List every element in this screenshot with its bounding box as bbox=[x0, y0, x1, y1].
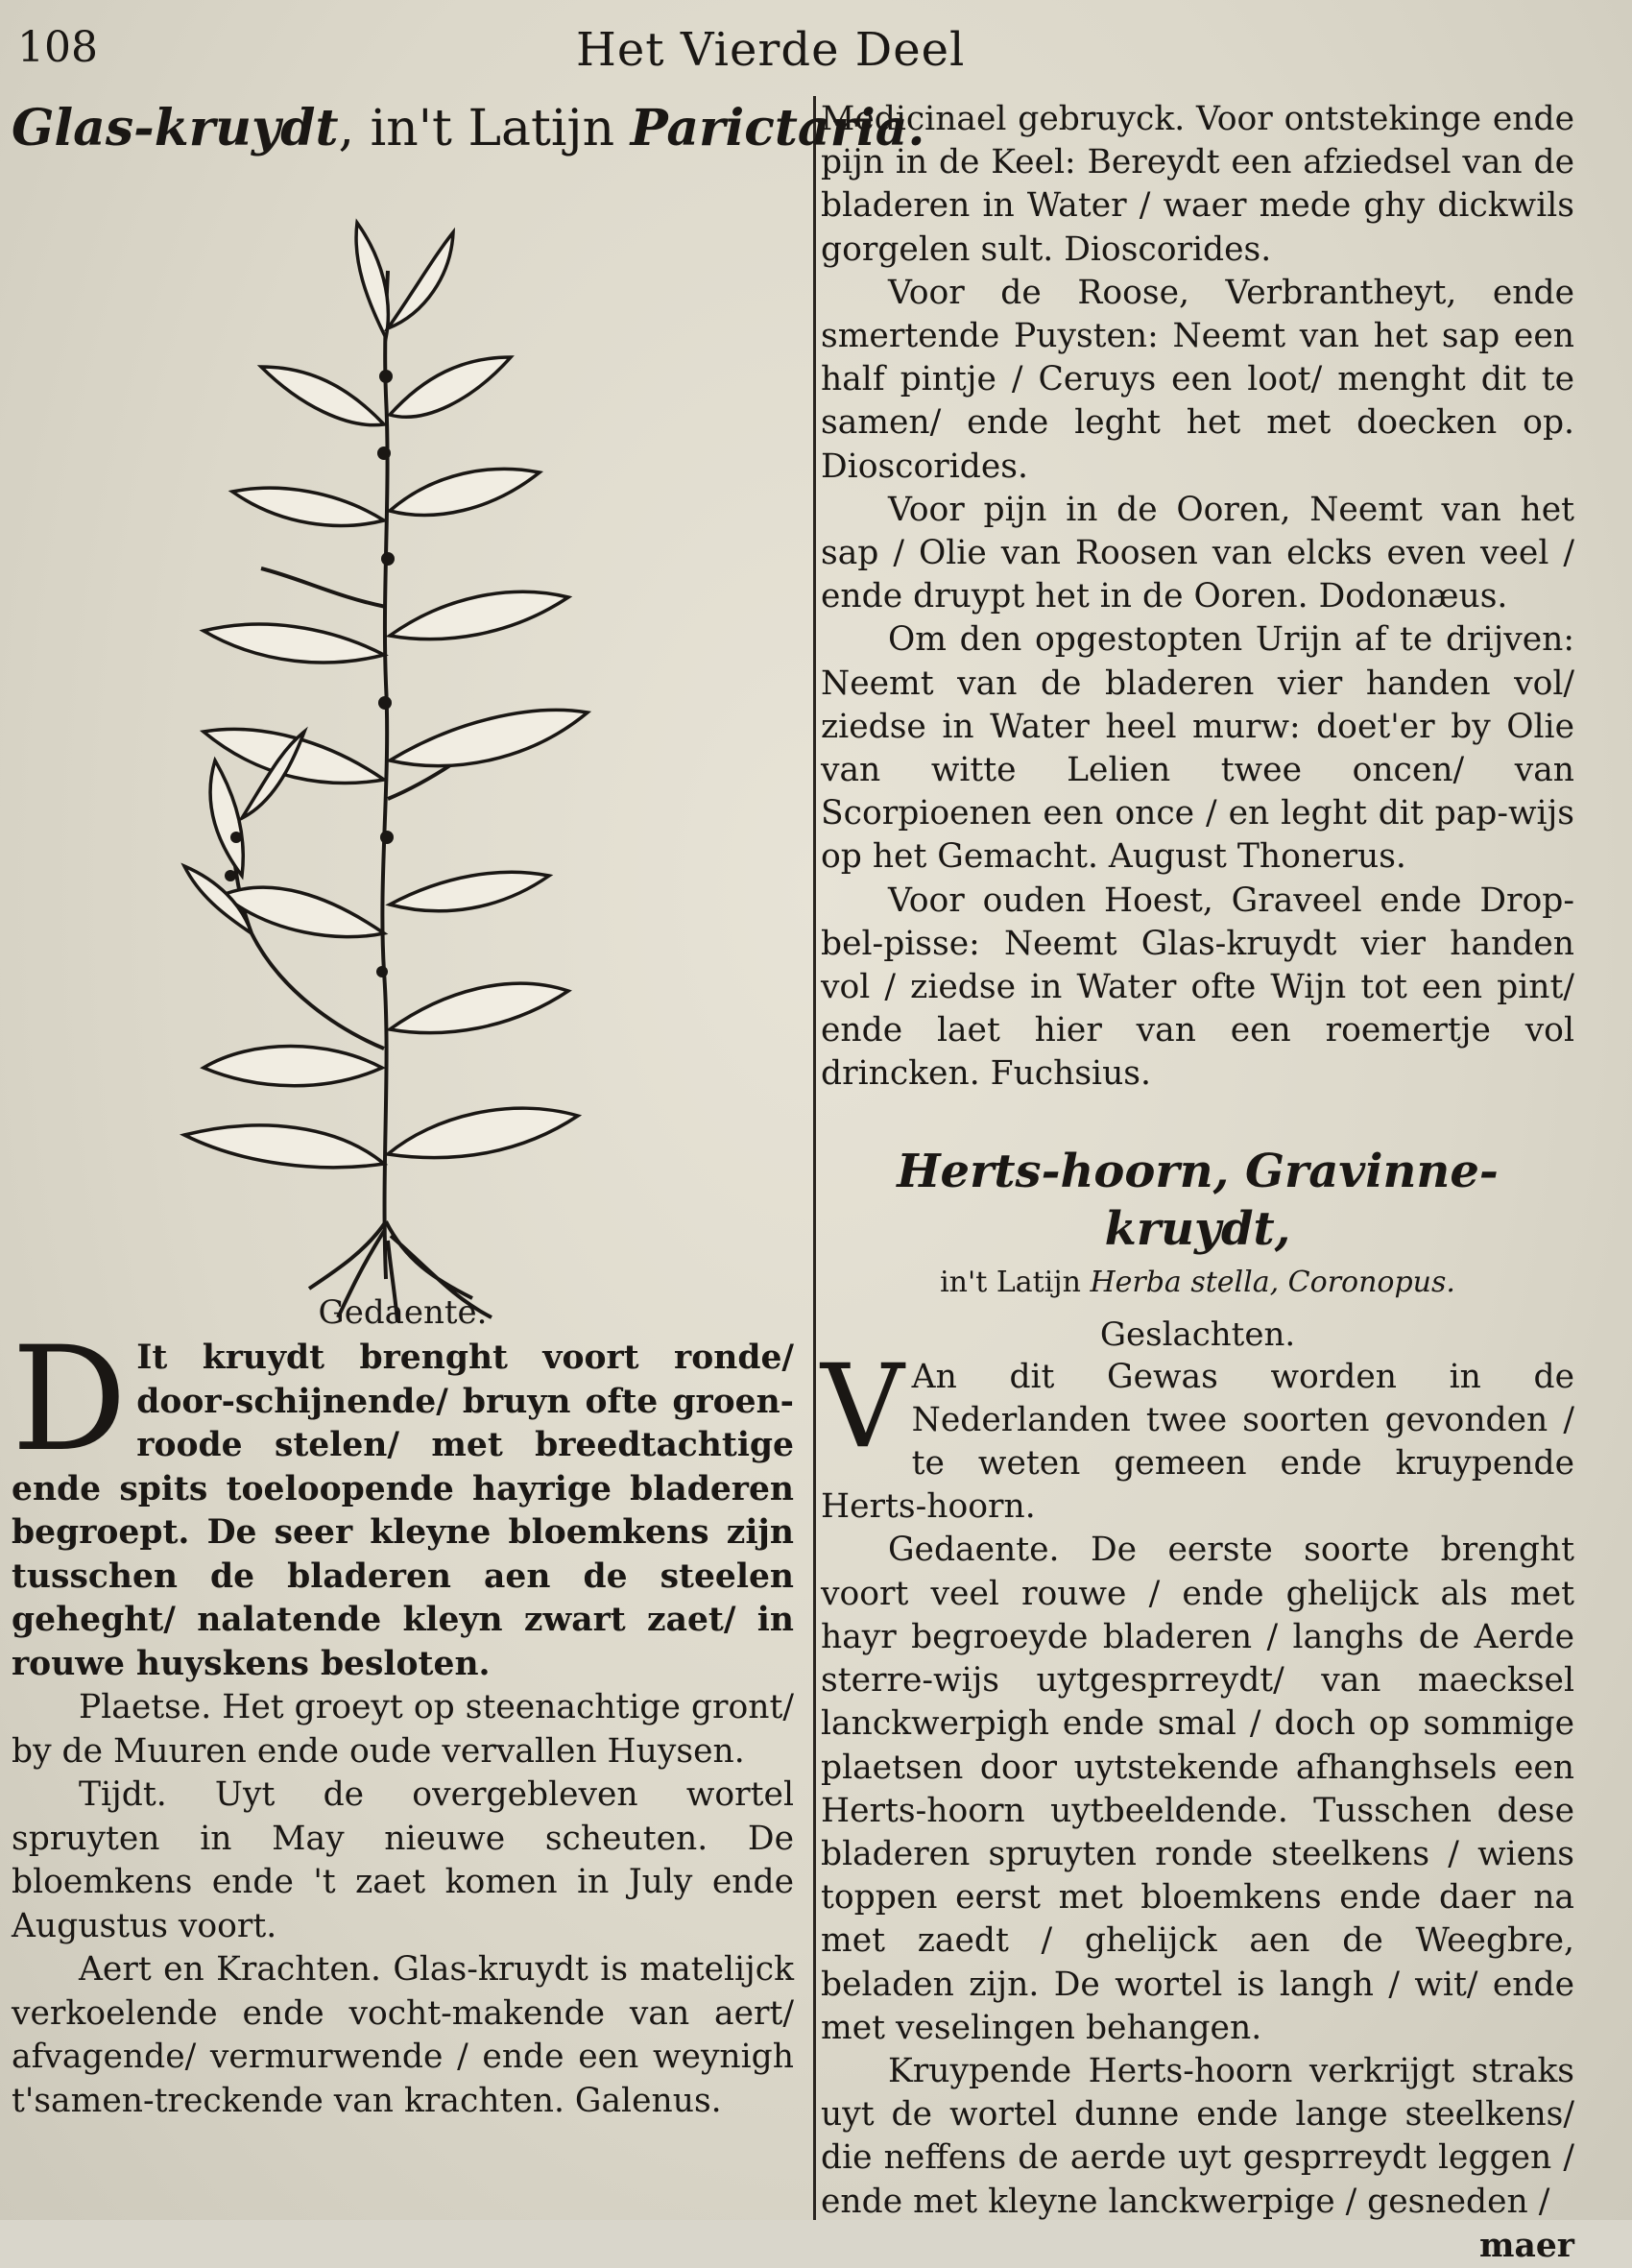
paragraph-kruypende: Kruypende Herts-hoorn verkrijgt straks uyt de wortel dunne ende lange steelkens/ die neffens de aerde uyt gesprreydt leggen / ende met kleyne lanckwerpige / gesneden / bbox=[821, 2051, 1574, 2221]
paragraph-gewas: V An dit Gewas worden in de Nederlanden twee soorten gevonden / te weten gemeen ende kruypende Herts-hoorn. bbox=[821, 1339, 1574, 1527]
section-latin-name: in't Latijn Herba stella, Coronopus. bbox=[940, 1265, 1455, 1299]
paragraph-medicinael: Medicinael gebruyck. Voor ontstekinge ende pijn in de Keel: Bereydt een afziedsel van de bladeren in Water / waer mede ghy dickwils gorgelen sult. Dioscorides. bbox=[821, 100, 1574, 269]
paragraph-hoest: Voor ouden Hoest, Graveel ende Drop-bel-pisse: Neemt Glas-kruydt vier handen vol / ziedse in Water ofte Wijn tot een pint/ ende laet hier van een roemertje vol drincken. Fuchsius. bbox=[821, 881, 1574, 1094]
title-italic-2: Parictaria. bbox=[630, 99, 925, 157]
plant-woodcut-illustration bbox=[146, 204, 626, 1327]
page-number: 108 bbox=[17, 23, 98, 72]
drop-cap-d: D bbox=[12, 1316, 128, 1484]
paragraph-tijdt: Tijdt. Uyt de overgebleven wortel spruyten in May nieuwe scheuten. De bloemkens ende 't zaet komen in July ende Augustus voort. bbox=[12, 1775, 794, 1945]
section-title-herts-hoorn: Herts-hoorn, Gravinne-kruydt, bbox=[897, 1144, 1499, 1256]
paragraph-plaetse: Plaetse. Het groeyt op steenachtige gront/ by de Muuren ende oude vervallen Huysen. bbox=[12, 1688, 794, 1771]
title-italic-1: Glas-kruydt bbox=[12, 99, 339, 157]
right-column bbox=[821, 98, 1574, 2268]
catchword: maer bbox=[1479, 2226, 1574, 2265]
running-head: Het Vierde Deel bbox=[576, 23, 966, 77]
woodcut-svg bbox=[146, 204, 626, 1327]
paragraph-urijn: Om den opgestopten Urijn af te drijven: Neemt van de bladeren vier handen vol/ ziedse in Water heel murw: doet'er by Olie van witte Lelien twee oncen/ van Scorpioenen een once / en leght dit pap-wijs op het Gemacht. August Thonerus. bbox=[821, 620, 1574, 877]
paragraph-roose: Voor de Roose, Verbrantheyt, ende smertende Puysten: Neemt van het sap een half pintje / Ceruys een loot/ menght dit te samen/ ende leght het met doecken op. Dioscorides. bbox=[821, 273, 1574, 486]
paragraph-description: D It kruydt brenght voort ronde/ door-schijnende/ bruyn ofte groen-roode stelen/ met breedtachtige ende spits toeloopende hayrige bladeren begroept. De seer kleyne bloemkens zijn tusschen de bladeren aen de steelen geheght/ nalatende kleyn zwart zaet/ in rouwe huyskens besloten. bbox=[12, 1316, 794, 1683]
section-caption-gedaente: Gedaente. bbox=[318, 1293, 488, 1332]
paragraph-aert-en-krachten: Aert en Krachten. Glas-kruydt is matelijck verkoelende ende vocht-makende van aert/ afvagende/ vermurwende / ende een weynigh t'samen-treckende van krachten. Galenus. bbox=[12, 1950, 794, 2120]
page-header bbox=[0, 13, 1632, 81]
left-column bbox=[12, 98, 925, 2120]
paragraph-gedaente-herts: Gedaente. De eerste soorte brenght voort veel rouwe / ende ghelijck als met hayr begroeyde bladeren / langhs de Aerde sterre-wijs uytgesprreydt/ van maecksel lanckwerpigh ende smal / doch op sommige plaetsen door uytstekende afhanghsels een Herts-hoorn uytbeeldende. Tusschen dese bladeren spruyten ronde steelkens / wiens toppen eerst met bloemkens ende daer na met zaedt / ghelijck aen de Weegbre, beladen zijn. De wortel is langh / wit/ ende met veselingen behangen. bbox=[821, 1531, 1574, 2047]
plant-title bbox=[12, 98, 925, 159]
left-body-text bbox=[12, 1316, 794, 2123]
section-head-geslachten: Geslachten. bbox=[1099, 1315, 1296, 1354]
title-normal: , in't Latijn bbox=[338, 100, 631, 157]
drop-cap-v: V bbox=[821, 1339, 904, 1474]
column-divider bbox=[813, 96, 816, 2220]
paragraph-ooren: Voor pijn in de Ooren, Neemt van het sap / Olie van Roosen van elcks even veel / ende druypt het in de Ooren. Dodonæus. bbox=[821, 490, 1574, 616]
